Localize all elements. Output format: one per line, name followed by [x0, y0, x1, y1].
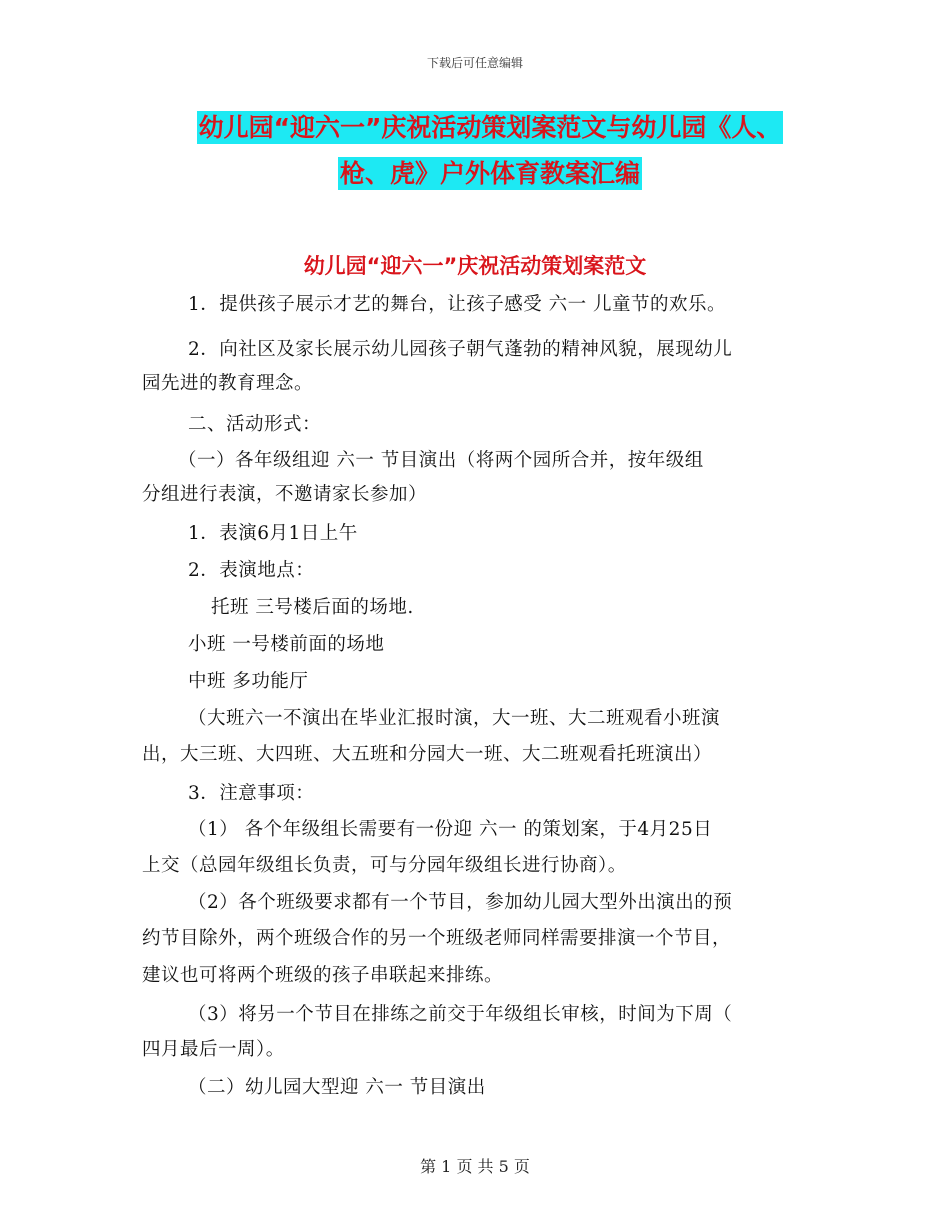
body-line-22: （二）幼儿园大型迎 六一 节目演出: [188, 1077, 486, 1098]
body-line-17: （2）各个班级要求都有一个节目，参加幼儿园大型外出演出的预: [188, 892, 733, 913]
body-line-3: 园先进的教育理念。: [142, 373, 314, 394]
body-line-7: 1．表演6月1日上午: [188, 523, 358, 544]
body-line-13: 出，大三班、大四班、大五班和分园大一班、大二班观看托班演出）: [142, 744, 713, 765]
body-line-2: 2．向社区及家长展示幼儿园孩子朝气蓬勃的精神风貌，展现幼儿: [188, 339, 733, 360]
body-line-12: （大班六一不演出在毕业汇报时演，大一班、大二班观看小班演: [188, 708, 721, 729]
body-line-9: 托班 三号楼后面的场地.: [211, 597, 414, 618]
body-line-19: 建议也可将两个班级的孩子串联起来排练。: [142, 965, 504, 986]
body-line-21: 四月最后一周）。: [142, 1039, 285, 1060]
body-line-18: 约节目除外，两个班级合作的另一个班级老师同样需要排演一个节目，: [142, 928, 732, 949]
section-title: 幼儿园“迎六一”庆祝活动策划案范文: [303, 254, 647, 278]
body-line-1: 1．提供孩子展示才艺的舞台，让孩子感受 六一 儿童节的欢乐。: [188, 294, 727, 315]
body-line-16: 上交（总园年级组长负责，可与分园年级组长进行协商）。: [142, 855, 627, 876]
body-line-10: 小班 一号楼前面的场地: [188, 634, 385, 655]
body-line-15: （1） 各个年级组长需要有一份迎 六一 的策划案，于4月25日: [188, 819, 713, 840]
body-line-4: 二、活动形式：: [188, 414, 322, 435]
body-line-14: 3．注意事项：: [188, 783, 315, 804]
header-note: 下载后可任意编辑: [426, 56, 523, 70]
body-line-5: （一）各年级组迎 六一 节目演出（将两个园所合并，按年级组: [178, 450, 704, 471]
title-highlight-1: 幼儿园“迎六一”庆祝活动策划案范文与幼儿园《人、: [198, 113, 782, 142]
page-footer: 第 1 页 共 5 页: [420, 1157, 530, 1176]
title-highlight-2: 枪、虎》户外体育教案汇编: [339, 159, 640, 188]
document-title-line-1: [140, 111, 840, 145]
document-title-line-2: [140, 157, 840, 191]
body-line-11: 中班 多功能厅: [188, 671, 309, 692]
body-line-6: 分组进行表演，不邀请家长参加）: [142, 484, 428, 505]
body-line-20: （3）将另一个节目在排练之前交于年级组长审核，时间为下周（: [188, 1004, 733, 1025]
body-line-8: 2．表演地点：: [188, 560, 315, 581]
